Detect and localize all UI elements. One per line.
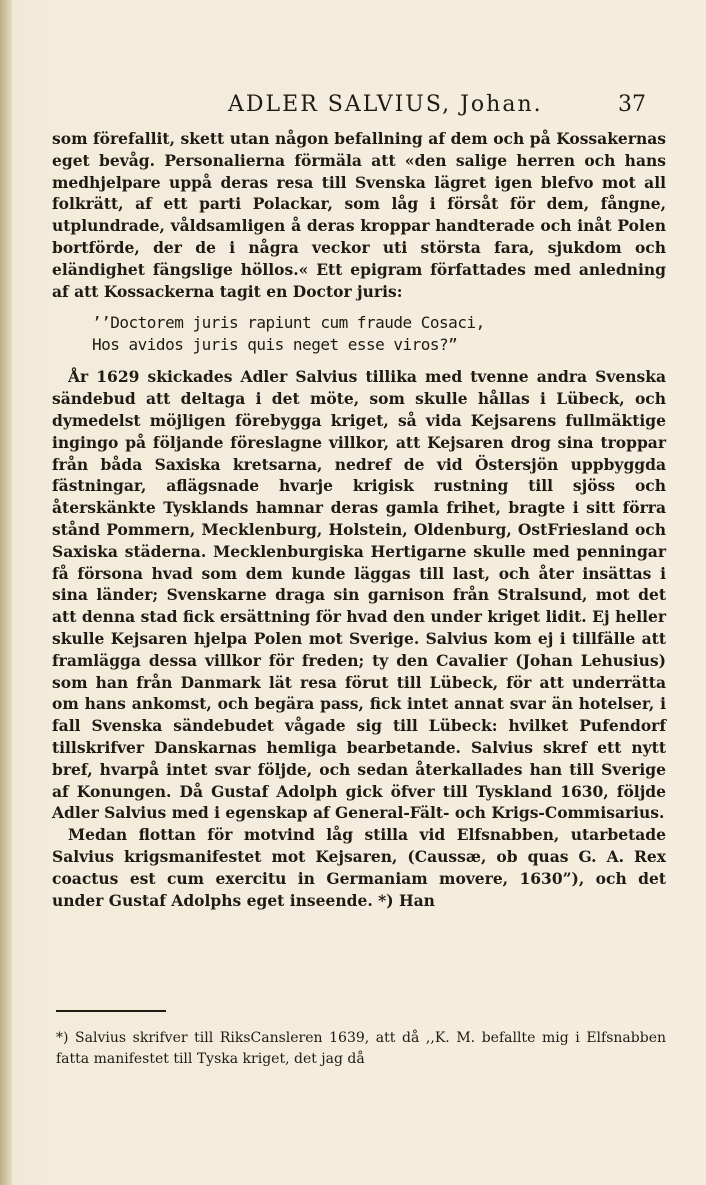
quote-line-1: ’’Doctorem juris rapiunt cum fraude Cosaci, <box>92 313 485 333</box>
paragraph-2: År 1629 skickades Adler Salvius tillika med tvenne andra Svenska sändebud att deltaga i det möte, som skulle hållas i Lübeck, och dymedelst möjligen förebygga kriget, så vida Kejsarens fullmäktige ingingo på följande föreslagne villkor, att Kejsaren drog sina troppar från båda Saxiska kretsarna, nedref de vid Östersjön uppbyggda fästningar, aflägsnade hvarje krigisk rustning till sjöss och återskänkte Tysklands hamnar deras gamla frihet, bragte i sitt förra stånd Pommern, Mecklenburg, Holstein, Oldenburg, OstFriesland och Saxiska städerna. Mecklenburgiska Hertigarne skulle med penningar få försona hvad som dem kunde läggas till last, och åter insättas i sina länder; Svenskarne draga sin garnison från Stralsund, mot det att denna stad fick ersättning för hvad den under kriget lidit. Ej heller skulle Kejsaren hjelpa Polen mot Sverige. Salvius kom ej i tillfälle att framlägga dessa villkor för freden; ty den Cavalier (Johan Lehusius) som han från Danmark lät resa förut till Lübeck, för att underrätta om hans ankomst, och begära pass, fick intet annat svar än hotelser, i fall Svenska sändebudet vågade sig till Lübeck: hvilket Pufendorf tillskrifver Danskarnas hemliga bearbetande. Salvius skref ett nytt bref, hvarpå intet svar följde, och sedan återkallades han till Sverige af Konungen. Då Gustaf Adolph gick öfver till Tyskland 1630, följde Adler Salvius med i egenskap af General-Fält- och Krigs-Commisarius. <box>52 367 666 823</box>
paragraph-1: som förefallit, skett utan någon befallning af dem och på Kossakernas eget bevåg. Personalierna förmäla att «den salige herren och hans medhjelpare uppå deras resa till Svenska lägret igen blefvo mot all folkrätt, af ett parti Polackar, som låg i försåt för dem, fångne, utplundrade, våldsamligen å deras kroppar handterade och inåt Polen bortförde, der de i några veckor uti största fara, sjukdom och eländighet fängslige höllos.« Ett epigram författades med anledning af att Kossackerna tagit en Doctor juris: <box>52 129 666 301</box>
paragraph-3: Medan flottan för motvind låg stilla vid Elfsnabben, utarbetade Salvius krigsmanifestet mot Kejsaren, (Caussæ, ob quas G. A. Rex coactus est cum exercitu in Germaniam movere, 1630”), och det under Gustaf Adolphs eget inseende. *) Han <box>52 825 666 910</box>
epigram-quote <box>92 312 666 356</box>
main-text <box>52 128 666 911</box>
running-title: ADLER SALVIUS, Johan. <box>228 92 543 117</box>
page-spine-shadow <box>0 0 12 1185</box>
quote-line-2: Hos avidos juris quis neget esse viros?” <box>92 335 458 355</box>
page-number: 37 <box>618 92 646 117</box>
page-header <box>120 92 646 122</box>
footnote: *) Salvius skrifver till RiksCansleren 1639, att då ,,K. M. befallte mig i Elfsnabben fatta manifestet till Tyska kriget, det jag då <box>56 1030 666 1067</box>
footnote-rule <box>56 1010 166 1012</box>
